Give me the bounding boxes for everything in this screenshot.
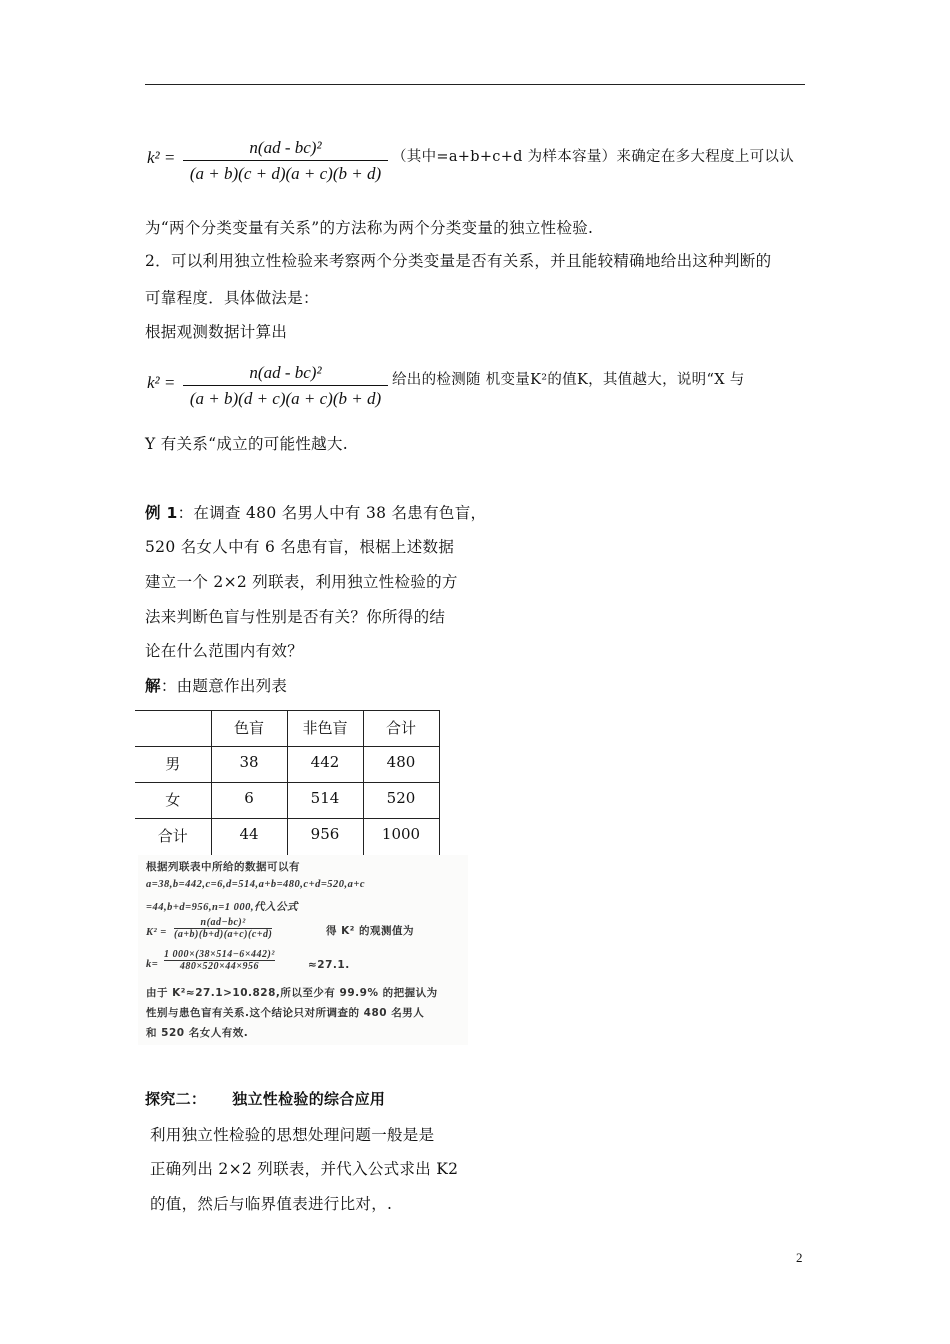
- table-row: [135, 747, 439, 783]
- table-cell: 520: [363, 783, 439, 819]
- page-number: 2: [796, 1250, 803, 1265]
- para4-line1: 利用独立性检验的思想处理问题一般是是: [150, 1126, 435, 1144]
- table-cell: 男: [135, 747, 211, 783]
- formula1-note: （其中=a+b+c+d 为样本容量）来确定在多大程度上可以认: [392, 149, 795, 165]
- formula2-numerator: n(ad - bc)²: [249, 363, 322, 382]
- para2-line3: 根据观测数据计算出: [145, 323, 288, 341]
- solution-label: 解: [145, 677, 161, 695]
- table-cell: 514: [287, 783, 363, 819]
- table-cell: 38: [211, 747, 287, 783]
- table-row: [135, 783, 439, 819]
- contingency-table: [135, 710, 440, 855]
- example1-line4: 法来判断色盲与性别是否有关？你所得的结: [145, 608, 446, 626]
- para2-line2: 可靠程度．具体做法是：: [145, 289, 319, 307]
- formula1-lhs: k² =: [147, 148, 176, 167]
- formula1-fraction: [183, 138, 388, 184]
- section2-heading: [145, 1088, 385, 1109]
- scan-k-fraction: [164, 949, 275, 972]
- scan-k-lhs: k=: [146, 959, 159, 970]
- scan-k2-lhs: K² =: [146, 927, 167, 938]
- scan-k-numerator: 1 000×(38×514−6×442)²: [164, 949, 275, 960]
- scan-k2-numerator: n(ad−bc)²: [200, 917, 246, 928]
- scan-k2-denominator: (a+b)(b+d)(a+c)(c+d): [174, 929, 273, 940]
- table-cell: 非色盲: [287, 711, 363, 747]
- example1-line2: 520 名女人中有 6 名患有盲，根椐上述数据: [145, 538, 455, 556]
- table-cell: 6: [211, 783, 287, 819]
- formula2-denominator: (a + b)(d + c)(a + c)(b + d): [189, 389, 382, 408]
- formula2-fraction: [183, 363, 388, 409]
- scan-line7: 性别与患色盲有关系.这个结论只对所调查的 480 名男人: [146, 1007, 425, 1019]
- formula1-numerator: n(ad - bc)²: [249, 138, 322, 157]
- table-cell: 44: [211, 819, 287, 855]
- para3-cont: Y 有关系“成立的可能性越大.: [145, 435, 349, 453]
- scan-line3: =44,b+d=956,n=1 000,代入公式: [146, 902, 299, 913]
- scan-line6: 由于 K²≈27.1>10.828,所以至少有 99.9% 的把握认为: [146, 987, 438, 999]
- scan-k-denominator: 480×520×44×956: [179, 961, 259, 972]
- scan-k2-text: 得 K² 的观测值为: [326, 925, 415, 937]
- scan-k2-fraction: [174, 917, 272, 940]
- table-cell: 480: [363, 747, 439, 783]
- scan-line8: 和 520 名女人有效.: [146, 1027, 249, 1039]
- table-cell: 女: [135, 783, 211, 819]
- scan-line1: 根据列联表中所给的数据可以有: [146, 861, 300, 873]
- table-cell: [135, 711, 211, 747]
- para4-line3: 的值，然后与临界值表进行比对，.: [150, 1195, 393, 1213]
- para4-line2: 正确列出 2×2 列联表，并代入公式求出 K2: [150, 1160, 459, 1178]
- section2-title: 探究二：: [145, 1090, 207, 1108]
- para2-line1: 2．可以利用独立性检验来考察两个分类变量是否有关系，并且能较精确地给出这种判断的: [145, 252, 772, 270]
- solution-line: 解：由题意作出列表: [145, 677, 288, 695]
- table-cell: 合计: [363, 711, 439, 747]
- header-rule: [145, 84, 805, 85]
- table-header-row: [135, 711, 439, 747]
- table-row: [135, 819, 439, 855]
- example1-line1: 例 1：在调查 480 名男人中有 38 名患有色盲，: [145, 504, 487, 522]
- table-cell: 色盲: [211, 711, 287, 747]
- example1-label: 例 1: [145, 504, 178, 522]
- scanned-solution-image: [138, 855, 468, 1045]
- table-cell: 442: [287, 747, 363, 783]
- scan-line2: a=38,b=442,c=6,d=514,a+b=480,c+d=520,a+c: [146, 879, 366, 890]
- formula2-lhs: k² =: [147, 373, 176, 392]
- table-cell: 1000: [363, 819, 439, 855]
- para1-cont: 为“两个分类变量有关系”的方法称为两个分类变量的独立性检验.: [145, 219, 594, 237]
- formula1-denominator: (a + b)(c + d)(a + c)(b + d): [189, 164, 382, 183]
- example1-line3: 建立一个 2×2 列联表，利用独立性检验的方: [145, 573, 458, 591]
- example1-line5: 论在什么范围内有效？: [145, 642, 304, 660]
- table-cell: 956: [287, 819, 363, 855]
- table-cell: 合计: [135, 819, 211, 855]
- section2-subtitle: 独立性检验的综合应用: [232, 1090, 386, 1108]
- formula2-note: 给出的检测随 机变量K²的值K，其值越大，说明“X 与: [392, 372, 745, 388]
- scan-k-value: ≈27.1.: [308, 959, 350, 971]
